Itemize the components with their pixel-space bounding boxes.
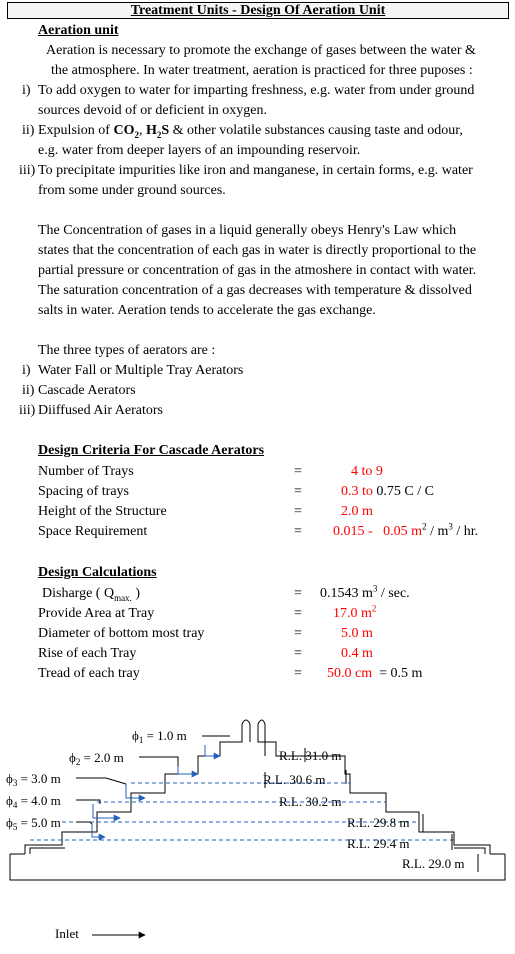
purpose-1-line2: sources devoid of or deficient in oxygen.: [38, 103, 267, 118]
tread-value: 50.0 cm = 0.5 m: [327, 666, 423, 681]
diameter-label: Diameter of bottom most tray: [38, 626, 205, 641]
diameter-4-label: $\phi_4 = 4.0$ m: [6, 793, 61, 810]
discharge-value: 0.1543 $m^3$ / sec.: [320, 583, 410, 601]
type-2-label: Cascade Aerators: [38, 383, 136, 398]
rl-29-8-label: R.L. 29.8 m: [347, 815, 410, 830]
inlet-pipe-tops: [242, 720, 265, 724]
type-3-label: Diiffused Air Aerators: [38, 403, 163, 418]
diameter-2-label: $\phi_2 = 2.0$ m: [69, 750, 124, 767]
tread-label: Tread of each tray: [38, 666, 140, 681]
trays-label: Number of Trays: [38, 464, 134, 479]
criteria-heading: Design Criteria For Cascade Aerators: [38, 443, 265, 458]
rl-29-4-label: R.L. 29.4 m: [347, 836, 410, 851]
type-3-num: iii): [19, 403, 36, 418]
trays-eq: =: [294, 464, 302, 479]
purpose-2-line1: Expulsion of $CO_2$, $H_2S$ & other volatile substances causing taste and odour,: [38, 123, 463, 140]
intro-line-1: Aeration is necessary to promote the exchange of gases between the water &: [46, 43, 476, 58]
rl-brackets: [265, 748, 478, 872]
height-value: 2.0 m: [341, 504, 373, 519]
discharge-label: Disharge ( $Q_{max.}$ ): [42, 586, 140, 603]
page-title: Treatment Units - Design Of Aeration Unit: [7, 2, 509, 19]
calc-heading: Design Calculations: [38, 565, 157, 580]
purpose-1-num: i): [22, 83, 31, 98]
henry-line-2: states that the concentration of each gas in water is directly proportional to the: [38, 243, 477, 258]
purpose-3-num: iii): [19, 163, 36, 178]
space-eq: =: [294, 524, 302, 539]
spacing-label: Spacing of trays: [38, 484, 129, 499]
diameter-eq: =: [294, 626, 302, 641]
area-value: 17.0 $m^2$: [333, 603, 377, 621]
trays-value: 4 to 9: [351, 464, 383, 479]
purpose-3-line2: from some under ground sources.: [38, 183, 226, 198]
rl-30-6-label: R.L. 30.6 m: [263, 772, 326, 787]
area-label: Provide Area at Tray: [38, 606, 155, 621]
inlet-label: Inlet: [55, 926, 79, 941]
purpose-2-line2: e.g. water from deeper layers of an impounding reservoir.: [38, 143, 361, 158]
space-value: 0.015 - 0.05 $m^2 / m^3$ / hr.: [333, 521, 479, 539]
height-label: Height of the Structure: [38, 504, 167, 519]
diameter-value: 5.0 m: [341, 626, 373, 641]
cascade-aerator-diagram: [0, 712, 515, 954]
henry-line-1: The Concentration of gases in a liquid generally obeys Henry's Law which: [38, 223, 457, 238]
space-label: Space Requirement: [38, 524, 148, 539]
henry-line-4: The saturation concentration of a gas decreases with temperature & dissolved: [38, 283, 472, 298]
diameter-1-label: $\phi_1 = 1.0$ m: [132, 728, 187, 745]
aeration-heading: Aeration unit: [38, 23, 119, 38]
rl-29-0-label: R.L. 29.0 m: [402, 856, 465, 871]
rise-value: 0.4 m: [341, 646, 373, 661]
spacing-value: 0.3 to 0.75 C / C: [341, 484, 434, 499]
henry-line-3: partial pressure or concentration of gas in the atmoshere in contact with water.: [38, 263, 477, 278]
type-2-num: ii): [22, 383, 35, 398]
discharge-eq: =: [294, 586, 302, 601]
henry-line-5: salts in water. Aeration tends to accelerate the gas exchange.: [38, 303, 376, 318]
height-eq: =: [294, 504, 302, 519]
types-heading: The three types of aerators are :: [38, 343, 216, 358]
purpose-2-num: ii): [22, 123, 35, 138]
rl-30-2-label: R.L. 30.2 m: [279, 794, 342, 809]
intro-line-2: the atmosphere. In water treatment, aeration is practiced for three puposes :: [51, 63, 473, 78]
purpose-3-line1: To precipitate impurities like iron and manganese, in certain forms, e.g. water: [38, 163, 473, 178]
area-eq: =: [294, 606, 302, 621]
tread-eq: =: [294, 666, 302, 681]
rl-31-0-label: R.L. 31.0 m: [279, 748, 342, 763]
rise-label: Rise of each Tray: [38, 646, 137, 661]
rise-eq: =: [294, 646, 302, 661]
type-1-label: Water Fall or Multiple Tray Aerators: [38, 363, 244, 378]
type-1-num: i): [22, 363, 31, 378]
diameter-5-label: $\phi_5 = 5.0$ m: [6, 815, 61, 832]
spacing-eq: =: [294, 484, 302, 499]
purpose-1-line1: To add oxygen to water for imparting freshness, e.g. water from under ground: [38, 83, 475, 98]
diameter-3-label: $\phi_3 = 3.0$ m: [6, 771, 61, 788]
